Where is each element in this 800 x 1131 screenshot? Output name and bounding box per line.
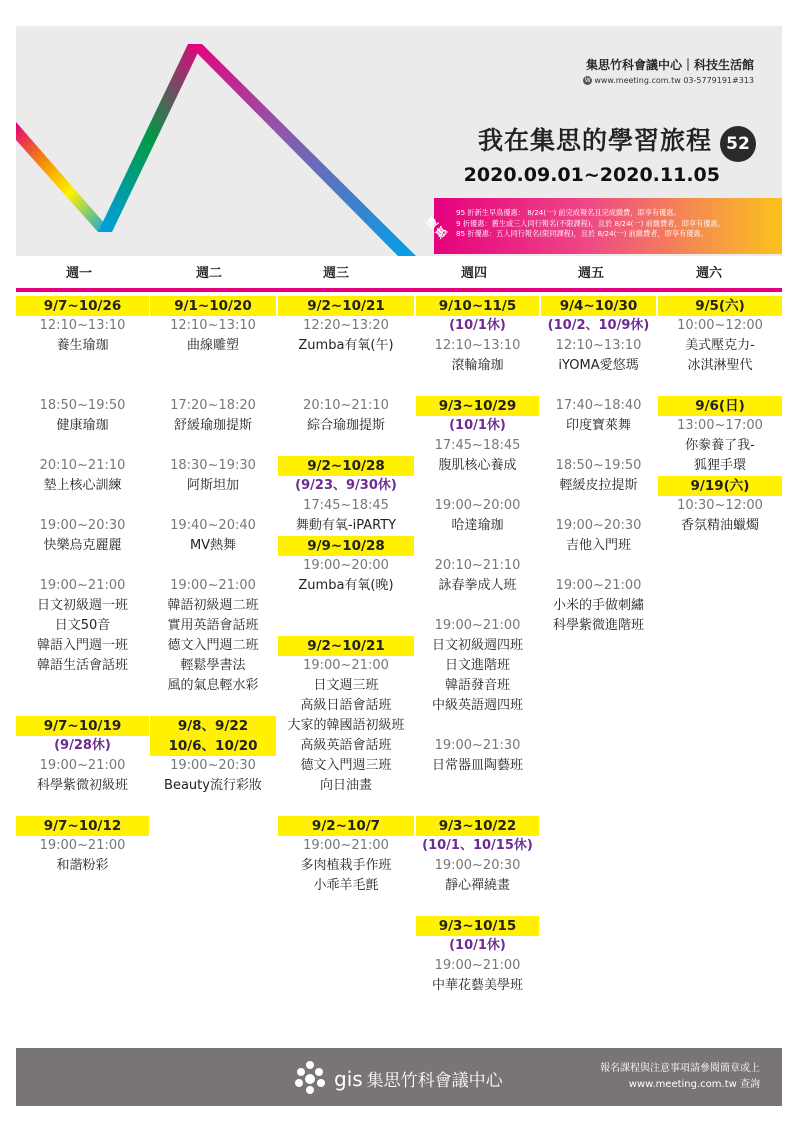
course-block — [541, 396, 656, 436]
promo-line: 9 折優惠：舊生或三人同行報名(不限課程)，且於 8/24(一) 前繳費者，即享有優惠。 — [456, 218, 725, 228]
course-time: 19:00~20:00 — [434, 498, 521, 513]
course-time: 19:00~20:30 — [39, 518, 126, 533]
course-date-range: 9/2~10/21 — [278, 296, 414, 316]
course-name[interactable]: 墊上核心訓練 — [43, 478, 122, 493]
course-name[interactable]: 哈達瑜珈 — [451, 518, 504, 533]
course-block — [150, 396, 276, 436]
course-time: 19:00~21:00 — [39, 758, 126, 773]
day-thu: 週四 — [461, 266, 488, 281]
course-name[interactable]: 香氛精油蠟燭 — [680, 518, 759, 533]
footer-note-url[interactable]: www.meeting.com.tw 查詢 — [628, 1079, 760, 1090]
course-time: 12:10~13:10 — [39, 318, 126, 333]
contact-info — [583, 76, 754, 85]
issue-badge: 52 — [720, 126, 756, 162]
course-block — [416, 736, 539, 776]
course-break-note: (10/1休) — [449, 418, 506, 433]
course-name[interactable]: 滾輪瑜珈 — [451, 358, 504, 373]
course-block — [416, 816, 539, 896]
course-name[interactable]: 德文入門週二班 — [167, 638, 259, 653]
course-time: 18:50~19:50 — [39, 398, 126, 413]
course-date-range: 9/2~10/7 — [278, 816, 414, 836]
promo-line: 85 折優惠：五人同行報名(限同課程)，且於 8/24(一) 前繳費者，即享有優惠。 — [456, 229, 708, 238]
course-name[interactable]: iYOMA愛悠瑪 — [558, 358, 639, 373]
course-break-note: (10/1休) — [449, 318, 506, 333]
course-block — [416, 556, 539, 596]
course-time: 19:40~20:40 — [170, 518, 256, 533]
course-time: 12:10~13:10 — [555, 338, 642, 353]
course-name[interactable]: 舒緩瑜珈提斯 — [173, 418, 252, 433]
course-time: 19:00~20:30 — [434, 858, 521, 873]
course-name[interactable]: 科學紫微進階班 — [552, 618, 644, 633]
course-time: 12:20~13:20 — [303, 318, 389, 333]
day-fri: 週五 — [578, 266, 605, 281]
course-name[interactable]: Zumba有氧(晚) — [298, 578, 394, 593]
course-name[interactable]: 詠春拳成人班 — [438, 578, 517, 593]
weekday-header — [16, 258, 782, 286]
course-date-range: 9/8、9/22 — [150, 716, 276, 736]
day-tue: 週二 — [196, 266, 223, 281]
course-time: 19:00~21:30 — [434, 738, 521, 753]
promo-banner — [423, 198, 782, 254]
course-date-range: 9/4~10/30 — [541, 296, 656, 316]
course-block — [278, 296, 414, 356]
course-block — [150, 716, 276, 796]
course-name[interactable]: 韓語生活會話班 — [36, 658, 128, 673]
footer-bar — [16, 1048, 782, 1106]
header-divider — [16, 288, 782, 292]
course-name[interactable]: 日常器皿陶藝班 — [431, 758, 523, 773]
page-title: 我在集思的學習旅程 — [477, 126, 712, 155]
course-block — [416, 496, 539, 536]
day-sat: 週六 — [696, 266, 723, 281]
course-name[interactable]: 大家的韓國語初級班 — [287, 718, 405, 733]
course-time: 19:00~21:00 — [434, 958, 521, 973]
course-block — [278, 816, 414, 896]
course-block — [150, 456, 276, 496]
course-name[interactable]: 阿斯坦加 — [186, 478, 239, 493]
course-name[interactable]: 德文入門週三班 — [300, 758, 392, 773]
course-time: 19:00~20:30 — [170, 758, 256, 773]
course-date-range: 9/7~10/19 — [16, 716, 149, 736]
course-time: 12:10~13:10 — [170, 318, 256, 333]
course-break-note: (9/23、9/30休) — [295, 478, 397, 493]
course-block — [278, 636, 414, 796]
course-time: 12:10~13:10 — [434, 338, 521, 353]
promo-tag: 優惠 — [423, 215, 450, 242]
course-name[interactable]: MV熱舞 — [189, 538, 237, 553]
course-block — [278, 396, 414, 436]
course-date-range: 9/2~10/21 — [278, 636, 414, 656]
course-time: 19:00~21:00 — [170, 578, 256, 593]
course-name[interactable]: 科學紫微初級班 — [36, 778, 128, 793]
course-block — [658, 476, 782, 536]
course-date-range: 9/3~10/22 — [416, 816, 539, 836]
course-name[interactable]: Beauty流行彩妝 — [164, 778, 262, 793]
course-name[interactable]: 印度寶萊舞 — [565, 418, 631, 433]
footer-note — [600, 1061, 760, 1093]
course-name[interactable]: 靜心禪繞畫 — [444, 878, 510, 893]
course-name[interactable]: 輕緩皮拉提斯 — [559, 478, 638, 493]
course-time: 19:00~21:00 — [303, 838, 389, 853]
course-block — [278, 536, 414, 596]
course-date-range: 9/10~11/5 — [416, 296, 539, 316]
course-time: 19:00~21:00 — [39, 578, 126, 593]
course-name[interactable]: 高級日語會話班 — [300, 698, 392, 713]
course-time: 20:10~21:10 — [39, 458, 126, 473]
header-banner — [16, 26, 782, 256]
course-date-range: 9/6(日) — [658, 396, 782, 416]
course-name[interactable]: 和諧粉彩 — [56, 858, 109, 873]
course-name[interactable]: 曲線雕塑 — [186, 338, 239, 353]
course-name[interactable]: 小乖羊毛氈 — [313, 878, 379, 893]
course-name[interactable]: 養生瑜珈 — [56, 338, 109, 353]
course-block — [541, 456, 656, 496]
course-time: 19:00~21:00 — [303, 658, 389, 673]
course-time: 19:00~21:00 — [555, 578, 642, 593]
course-date-range: 9/7~10/26 — [16, 296, 149, 316]
course-date-range: 10/6、10/20 — [150, 736, 276, 756]
course-name[interactable]: 腹肌核心養成 — [438, 458, 517, 473]
course-name[interactable]: 輕鬆學書法 — [180, 658, 246, 673]
course-name[interactable]: 綜合瑜珈提斯 — [306, 418, 385, 433]
course-time: 20:10~21:10 — [434, 558, 521, 573]
course-block — [16, 296, 149, 356]
brand-name: 集思竹科會議中心｜科技生活館 — [585, 58, 754, 72]
course-block — [416, 396, 539, 476]
column-sat — [658, 296, 782, 536]
course-name[interactable]: 日文初級週四班 — [431, 638, 523, 653]
course-block — [416, 296, 539, 376]
course-block — [16, 516, 149, 556]
course-block — [541, 516, 656, 556]
course-name[interactable]: 韓語發音班 — [444, 678, 510, 693]
course-block — [150, 296, 276, 356]
course-block — [658, 296, 782, 376]
course-name[interactable]: 多肉植栽手作班 — [300, 858, 392, 873]
course-block — [541, 576, 656, 636]
course-date-range: 9/9~10/28 — [278, 536, 414, 556]
course-block — [150, 516, 276, 556]
course-time: 19:00~21:00 — [434, 618, 521, 633]
course-time: 20:10~21:10 — [303, 398, 389, 413]
footer-center-name: 集思竹科會議中心 — [366, 1071, 503, 1091]
day-mon: 週一 — [66, 266, 93, 281]
course-name[interactable]: 中級英語週四班 — [431, 698, 523, 713]
zigzag-graphic — [16, 26, 436, 256]
course-break-note: (10/2、10/9休) — [547, 318, 650, 333]
course-name[interactable]: 日文週三班 — [313, 678, 379, 693]
course-block — [16, 456, 149, 496]
course-date-range: 9/2~10/28 — [278, 456, 414, 476]
course-time: 13:00~17:00 — [677, 418, 763, 433]
course-time: 17:40~18:40 — [555, 398, 642, 413]
column-fri — [541, 296, 656, 636]
promo-line: 95 折新生早鳥優惠： 8/24(一) 前完成報名且完成繳費，即享有優惠。 — [456, 208, 681, 217]
day-wed: 週三 — [323, 266, 350, 281]
date-range: 2020.09.01~2020.11.05 — [463, 164, 720, 186]
course-name[interactable]: 健康瑜珈 — [56, 418, 109, 433]
course-date-range: 9/7~10/12 — [16, 816, 149, 836]
column-wed — [278, 296, 414, 896]
contact-text: www.meeting.com.tw 03-5779191#313 — [594, 76, 754, 85]
column-mon — [16, 296, 149, 876]
course-block — [150, 576, 276, 696]
course-name[interactable]: 小米的手做刺繡 — [552, 598, 644, 613]
course-time: 17:20~18:20 — [170, 398, 256, 413]
course-name[interactable]: 高級英語會話班 — [300, 738, 392, 753]
course-name[interactable]: 日文初級週一班 — [36, 598, 128, 613]
course-time: 19:00~20:00 — [303, 558, 389, 573]
course-name[interactable]: 吉他入門班 — [565, 538, 631, 553]
course-name[interactable]: 冰淇淋聖代 — [687, 358, 753, 373]
course-name[interactable]: 向日油畫 — [319, 778, 372, 793]
course-date-range: 9/19(六) — [658, 476, 782, 496]
course-name[interactable]: 日文進階班 — [444, 658, 510, 673]
course-block — [416, 916, 539, 996]
course-date-range: 9/5(六) — [658, 296, 782, 316]
course-break-note: (10/1休) — [449, 938, 506, 953]
course-time: 18:30~19:30 — [170, 458, 256, 473]
course-date-range: 9/1~10/20 — [150, 296, 276, 316]
footer-logo-text: gis — [334, 1067, 363, 1091]
course-name[interactable]: 快樂烏克麗麗 — [43, 538, 122, 553]
course-name[interactable]: 風的氣息輕水彩 — [167, 678, 259, 693]
course-time: 10:00~12:00 — [677, 318, 763, 333]
course-name[interactable]: 美式壓克力- — [685, 338, 755, 353]
course-block — [16, 396, 149, 436]
course-block — [278, 456, 414, 536]
course-block — [16, 816, 149, 876]
footer-note-line: 報名課程與注意事項請參閱簡章或上 — [600, 1063, 760, 1074]
course-name[interactable]: 中華花藝美學班 — [431, 978, 523, 993]
web-icon: W — [584, 77, 591, 84]
course-name[interactable]: 你豢養了我- — [685, 438, 755, 453]
course-name[interactable]: Zumba有氧(午) — [298, 338, 394, 353]
course-time: 18:50~19:50 — [555, 458, 642, 473]
course-name[interactable]: 舞動有氧-iPARTY — [295, 518, 397, 533]
course-block — [416, 616, 539, 716]
gis-logo-icon — [292, 1059, 328, 1095]
course-name[interactable]: 狐狸手環 — [693, 458, 746, 473]
course-date-range: 9/3~10/15 — [416, 916, 539, 936]
course-time: 10:30~12:00 — [677, 498, 763, 513]
course-time: 19:00~20:30 — [555, 518, 642, 533]
course-block — [541, 296, 656, 376]
course-name[interactable]: 實用英語會話班 — [167, 618, 259, 633]
course-name[interactable]: 韓語初級週二班 — [167, 598, 259, 613]
course-block — [16, 576, 149, 676]
course-time: 17:45~18:45 — [303, 498, 389, 513]
column-tue — [150, 296, 276, 796]
course-name[interactable]: 韓語入門週一班 — [36, 638, 128, 653]
course-time: 17:45~18:45 — [434, 438, 521, 453]
footer-name — [334, 1066, 503, 1091]
course-name[interactable]: 日文50音 — [54, 618, 111, 633]
course-break-note: (9/28休) — [54, 738, 111, 753]
column-thu — [416, 296, 539, 996]
course-block — [16, 716, 149, 796]
course-date-range: 9/3~10/29 — [416, 396, 539, 416]
course-block — [658, 396, 782, 476]
course-break-note: (10/1、10/15休) — [422, 838, 533, 853]
course-time: 19:00~21:00 — [39, 838, 126, 853]
